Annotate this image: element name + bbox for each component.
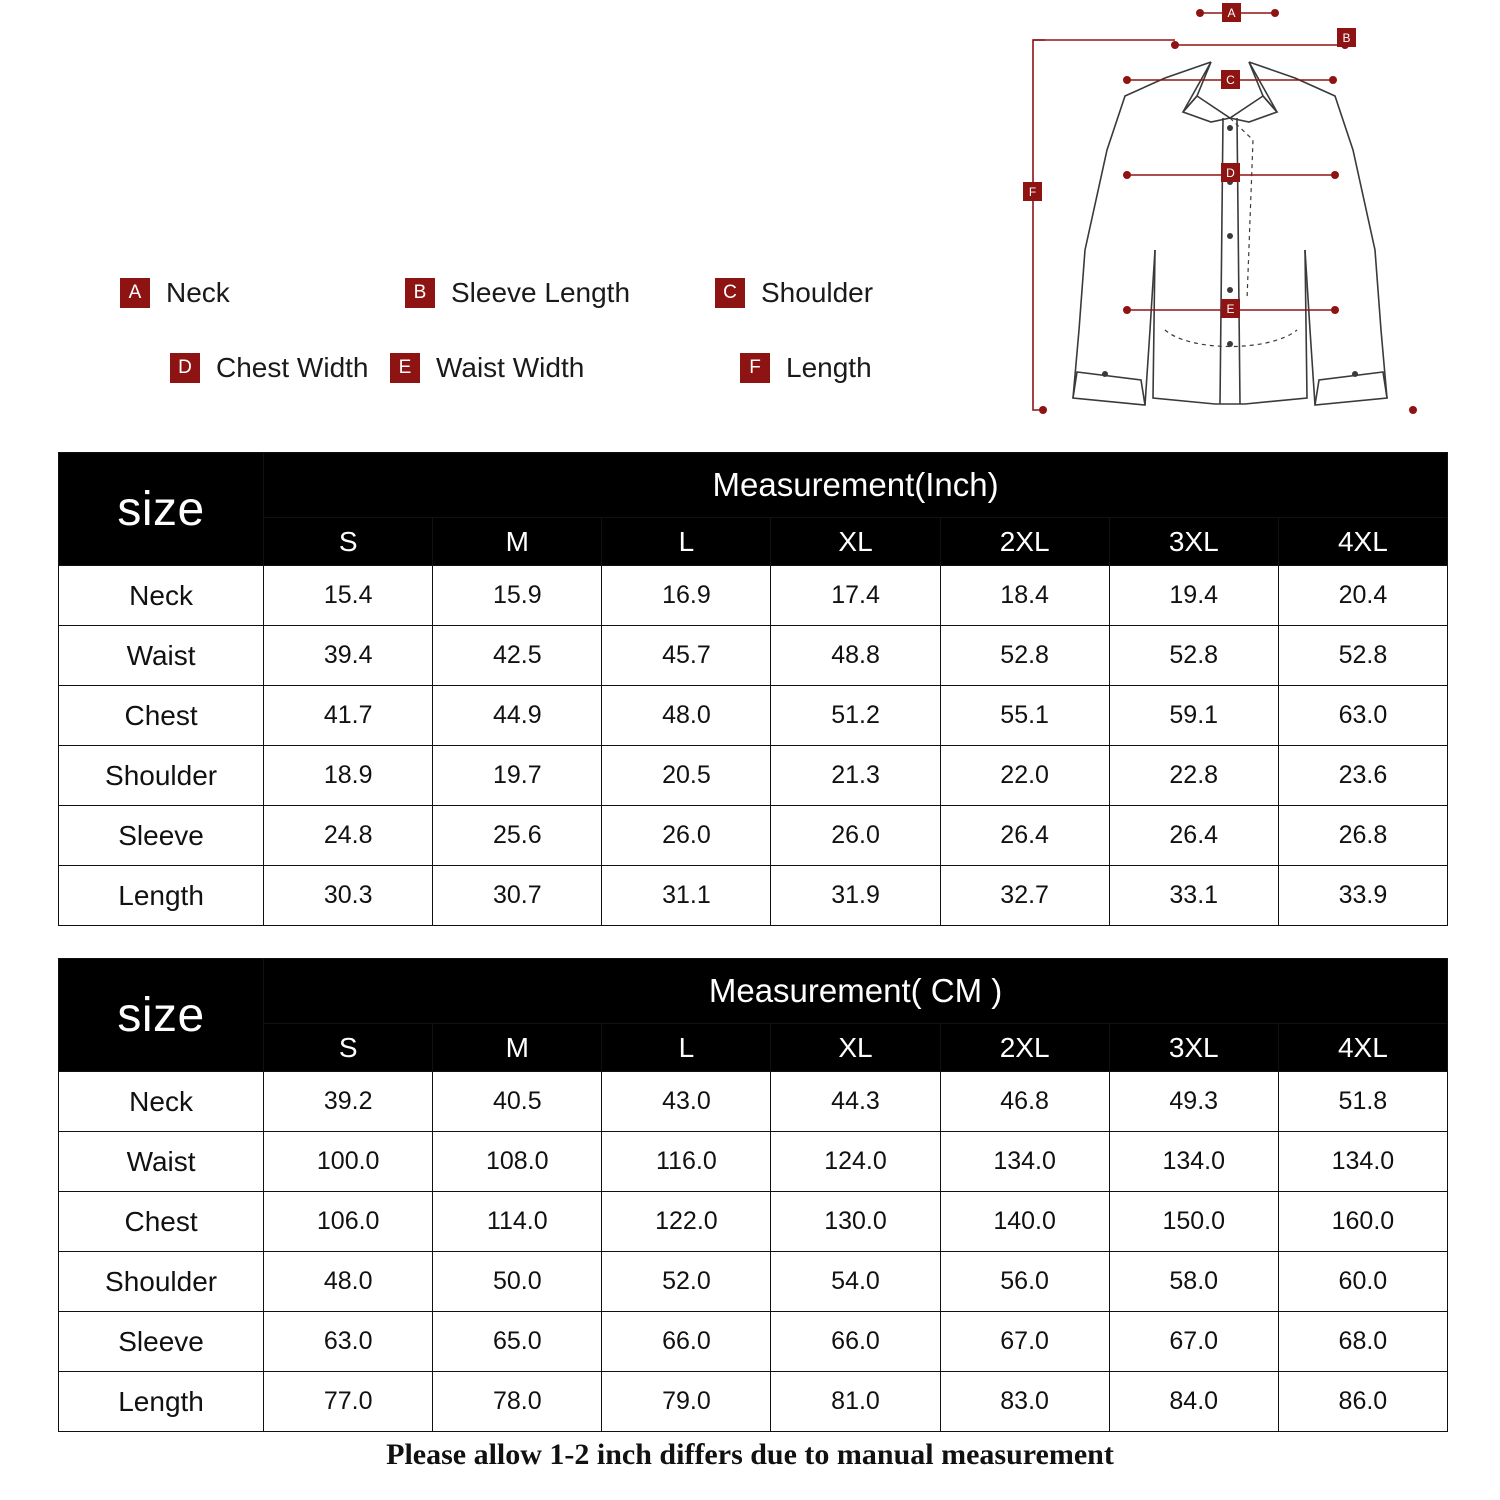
cm-cell-shoulder-2xl: 56.0 bbox=[940, 1252, 1109, 1312]
inch-col-2xl: 2XL bbox=[940, 518, 1109, 566]
cm-cell-neck-m: 40.5 bbox=[433, 1072, 602, 1132]
cm-cell-chest-4xl: 160.0 bbox=[1278, 1192, 1447, 1252]
cm-cell-waist-3xl: 134.0 bbox=[1109, 1132, 1278, 1192]
inch-col-l: L bbox=[602, 518, 771, 566]
inch-cell-shoulder-4xl: 23.6 bbox=[1278, 746, 1447, 806]
inch-cell-sleeve-m: 25.6 bbox=[433, 806, 602, 866]
cm-cell-shoulder-s: 48.0 bbox=[264, 1252, 433, 1312]
inch-cell-length-l: 31.1 bbox=[602, 866, 771, 926]
legend-item-waist-width bbox=[390, 352, 720, 384]
inch-cell-sleeve-4xl: 26.8 bbox=[1278, 806, 1447, 866]
marker-c-tag: C bbox=[715, 278, 745, 308]
inch-cell-length-3xl: 33.1 bbox=[1109, 866, 1278, 926]
inch-cell-waist-4xl: 52.8 bbox=[1278, 626, 1447, 686]
cm-cell-waist-2xl: 134.0 bbox=[940, 1132, 1109, 1192]
svg-text:A: A bbox=[1227, 6, 1236, 20]
inch-cell-sleeve-2xl: 26.4 bbox=[940, 806, 1109, 866]
measurement-legend bbox=[120, 255, 980, 405]
cm-col-m: M bbox=[433, 1024, 602, 1072]
inch-cell-length-4xl: 33.9 bbox=[1278, 866, 1447, 926]
cm-cell-length-4xl: 86.0 bbox=[1278, 1372, 1447, 1432]
cm-cell-length-m: 78.0 bbox=[433, 1372, 602, 1432]
cm-cell-waist-xl: 124.0 bbox=[771, 1132, 940, 1192]
cm-cell-waist-4xl: 134.0 bbox=[1278, 1132, 1447, 1192]
marker-d-tag: D bbox=[170, 353, 200, 383]
cm-row-label-neck: Neck bbox=[59, 1072, 264, 1132]
svg-text:C: C bbox=[1226, 73, 1235, 87]
inch-cell-waist-s: 39.4 bbox=[264, 626, 433, 686]
inch-cell-waist-xl: 48.8 bbox=[771, 626, 940, 686]
legend-label-chest-width: Chest Width bbox=[216, 351, 369, 383]
cm-cell-sleeve-m: 65.0 bbox=[433, 1312, 602, 1372]
cm-cell-neck-xl: 44.3 bbox=[771, 1072, 940, 1132]
table-row bbox=[59, 746, 1448, 806]
cm-col-xl: XL bbox=[771, 1024, 940, 1072]
cm-row-label-sleeve: Sleeve bbox=[59, 1312, 264, 1372]
legend-item-chest-width bbox=[120, 352, 390, 384]
legend-item-sleeve-length bbox=[405, 277, 715, 309]
cm-cell-shoulder-4xl: 60.0 bbox=[1278, 1252, 1447, 1312]
inch-cell-length-s: 30.3 bbox=[264, 866, 433, 926]
marker-f-tag: F bbox=[740, 353, 770, 383]
cm-cell-waist-m: 108.0 bbox=[433, 1132, 602, 1192]
inch-cell-neck-m: 15.9 bbox=[433, 566, 602, 626]
inch-cell-sleeve-3xl: 26.4 bbox=[1109, 806, 1278, 866]
cm-cell-sleeve-4xl: 68.0 bbox=[1278, 1312, 1447, 1372]
cm-cell-neck-l: 43.0 bbox=[602, 1072, 771, 1132]
inch-cell-sleeve-xl: 26.0 bbox=[771, 806, 940, 866]
cm-measurement-title: Measurement( CM ) bbox=[264, 959, 1448, 1024]
cm-cell-sleeve-l: 66.0 bbox=[602, 1312, 771, 1372]
inch-cell-shoulder-s: 18.9 bbox=[264, 746, 433, 806]
inch-cell-neck-2xl: 18.4 bbox=[940, 566, 1109, 626]
inch-table-wrapper bbox=[58, 452, 1448, 926]
inch-cell-neck-4xl: 20.4 bbox=[1278, 566, 1447, 626]
cm-row-label-length: Length bbox=[59, 1372, 264, 1432]
inch-cell-shoulder-l: 20.5 bbox=[602, 746, 771, 806]
inch-cell-neck-l: 16.9 bbox=[602, 566, 771, 626]
cm-cell-length-s: 77.0 bbox=[264, 1372, 433, 1432]
table-row bbox=[59, 1312, 1448, 1372]
svg-text:D: D bbox=[1226, 166, 1235, 180]
cm-cell-sleeve-2xl: 67.0 bbox=[940, 1312, 1109, 1372]
cm-row-label-chest: Chest bbox=[59, 1192, 264, 1252]
cm-cell-chest-2xl: 140.0 bbox=[940, 1192, 1109, 1252]
inch-row-label-sleeve: Sleeve bbox=[59, 806, 264, 866]
inch-row-label-chest: Chest bbox=[59, 686, 264, 746]
cm-col-3xl: 3XL bbox=[1109, 1024, 1278, 1072]
table-row bbox=[59, 566, 1448, 626]
table-row bbox=[59, 1132, 1448, 1192]
inch-col-xl: XL bbox=[771, 518, 940, 566]
diagram-marker-a bbox=[1222, 3, 1241, 22]
inch-cell-shoulder-xl: 21.3 bbox=[771, 746, 940, 806]
inch-size-header: size bbox=[59, 453, 264, 566]
shirt-illustration-svg bbox=[1015, 0, 1445, 430]
marker-e-tag: E bbox=[390, 353, 420, 383]
diagram-marker-d bbox=[1221, 163, 1240, 182]
inch-cell-waist-m: 42.5 bbox=[433, 626, 602, 686]
cm-cell-waist-s: 100.0 bbox=[264, 1132, 433, 1192]
inch-cell-neck-s: 15.4 bbox=[264, 566, 433, 626]
legend-label-sleeve-length: Sleeve Length bbox=[451, 276, 631, 308]
cm-cell-sleeve-3xl: 67.0 bbox=[1109, 1312, 1278, 1372]
inch-cell-shoulder-2xl: 22.0 bbox=[940, 746, 1109, 806]
cm-cell-length-3xl: 84.0 bbox=[1109, 1372, 1278, 1432]
cm-cell-chest-l: 122.0 bbox=[602, 1192, 771, 1252]
legend-label-neck: Neck bbox=[166, 276, 230, 308]
cm-cell-shoulder-xl: 54.0 bbox=[771, 1252, 940, 1312]
table-row bbox=[59, 1072, 1448, 1132]
cm-col-2xl: 2XL bbox=[940, 1024, 1109, 1072]
svg-text:F: F bbox=[1028, 185, 1037, 199]
svg-text:B: B bbox=[1342, 31, 1351, 45]
inch-cell-chest-s: 41.7 bbox=[264, 686, 433, 746]
cm-cell-chest-3xl: 150.0 bbox=[1109, 1192, 1278, 1252]
table-row bbox=[59, 866, 1448, 926]
legend-item-length bbox=[720, 352, 872, 384]
inch-cell-length-2xl: 32.7 bbox=[940, 866, 1109, 926]
cm-cell-neck-3xl: 49.3 bbox=[1109, 1072, 1278, 1132]
cm-size-header: size bbox=[59, 959, 264, 1072]
inch-col-s: S bbox=[264, 518, 433, 566]
cm-table-wrapper bbox=[58, 958, 1448, 1432]
inch-cell-shoulder-3xl: 22.8 bbox=[1109, 746, 1278, 806]
cm-row-label-shoulder: Shoulder bbox=[59, 1252, 264, 1312]
legend-label-waist-width: Waist Width bbox=[436, 351, 585, 383]
cm-cell-chest-s: 106.0 bbox=[264, 1192, 433, 1252]
inch-cell-chest-3xl: 59.1 bbox=[1109, 686, 1278, 746]
inch-col-3xl: 3XL bbox=[1109, 518, 1278, 566]
cm-cell-waist-l: 116.0 bbox=[602, 1132, 771, 1192]
inch-cell-chest-l: 48.0 bbox=[602, 686, 771, 746]
cm-size-table bbox=[58, 958, 1448, 1432]
shirt-buttons bbox=[1102, 125, 1358, 377]
cm-cell-neck-4xl: 51.8 bbox=[1278, 1072, 1447, 1132]
inch-size-table bbox=[58, 452, 1448, 926]
table-row bbox=[59, 806, 1448, 866]
inch-cell-shoulder-m: 19.7 bbox=[433, 746, 602, 806]
legend-label-length: Length bbox=[786, 351, 872, 383]
inch-col-m: M bbox=[433, 518, 602, 566]
cm-col-4xl: 4XL bbox=[1278, 1024, 1447, 1072]
marker-b-tag: B bbox=[405, 278, 435, 308]
cm-cell-chest-m: 114.0 bbox=[433, 1192, 602, 1252]
inch-cell-length-m: 30.7 bbox=[433, 866, 602, 926]
cm-col-l: L bbox=[602, 1024, 771, 1072]
inch-row-label-shoulder: Shoulder bbox=[59, 746, 264, 806]
inch-measurement-title: Measurement(Inch) bbox=[264, 453, 1448, 518]
diagram-marker-e bbox=[1221, 299, 1240, 318]
cm-cell-shoulder-l: 52.0 bbox=[602, 1252, 771, 1312]
inch-cell-sleeve-l: 26.0 bbox=[602, 806, 771, 866]
cm-cell-chest-xl: 130.0 bbox=[771, 1192, 940, 1252]
inch-row-label-waist: Waist bbox=[59, 626, 264, 686]
cm-cell-shoulder-m: 50.0 bbox=[433, 1252, 602, 1312]
cm-cell-shoulder-3xl: 58.0 bbox=[1109, 1252, 1278, 1312]
cm-row-label-waist: Waist bbox=[59, 1132, 264, 1192]
inch-cell-waist-3xl: 52.8 bbox=[1109, 626, 1278, 686]
table-row bbox=[59, 1192, 1448, 1252]
inch-cell-neck-xl: 17.4 bbox=[771, 566, 940, 626]
diagram-marker-c bbox=[1221, 70, 1240, 89]
inch-cell-length-xl: 31.9 bbox=[771, 866, 940, 926]
cm-col-s: S bbox=[264, 1024, 433, 1072]
cm-cell-neck-s: 39.2 bbox=[264, 1072, 433, 1132]
measurement-guides bbox=[1033, 13, 1345, 410]
legend-item-neck bbox=[120, 277, 405, 309]
svg-text:E: E bbox=[1226, 302, 1235, 316]
diagram-marker-b bbox=[1337, 28, 1356, 47]
cm-cell-length-xl: 81.0 bbox=[771, 1372, 940, 1432]
inch-cell-waist-l: 45.7 bbox=[602, 626, 771, 686]
diagram-marker-f bbox=[1023, 182, 1042, 201]
inch-cell-chest-xl: 51.2 bbox=[771, 686, 940, 746]
inch-cell-chest-2xl: 55.1 bbox=[940, 686, 1109, 746]
inch-cell-chest-4xl: 63.0 bbox=[1278, 686, 1447, 746]
table-row bbox=[59, 626, 1448, 686]
cm-cell-sleeve-s: 63.0 bbox=[264, 1312, 433, 1372]
cm-cell-length-2xl: 83.0 bbox=[940, 1372, 1109, 1432]
measurement-endpoints bbox=[1039, 9, 1417, 414]
inch-cell-chest-m: 44.9 bbox=[433, 686, 602, 746]
legend-item-shoulder bbox=[715, 277, 873, 309]
cm-cell-neck-2xl: 46.8 bbox=[940, 1072, 1109, 1132]
marker-a-tag: A bbox=[120, 278, 150, 308]
legend-label-shoulder: Shoulder bbox=[761, 276, 874, 308]
inch-cell-neck-3xl: 19.4 bbox=[1109, 566, 1278, 626]
table-row bbox=[59, 1252, 1448, 1312]
shirt-diagram bbox=[1015, 0, 1445, 430]
inch-row-label-neck: Neck bbox=[59, 566, 264, 626]
cm-cell-length-l: 79.0 bbox=[602, 1372, 771, 1432]
table-row bbox=[59, 686, 1448, 746]
inch-cell-waist-2xl: 52.8 bbox=[940, 626, 1109, 686]
cm-cell-sleeve-xl: 66.0 bbox=[771, 1312, 940, 1372]
table-row bbox=[59, 1372, 1448, 1432]
measurement-disclaimer: Please allow 1-2 inch differs due to manual measurement bbox=[386, 1438, 1114, 1471]
inch-row-label-length: Length bbox=[59, 866, 264, 926]
inch-col-4xl: 4XL bbox=[1278, 518, 1447, 566]
inch-cell-sleeve-s: 24.8 bbox=[264, 806, 433, 866]
